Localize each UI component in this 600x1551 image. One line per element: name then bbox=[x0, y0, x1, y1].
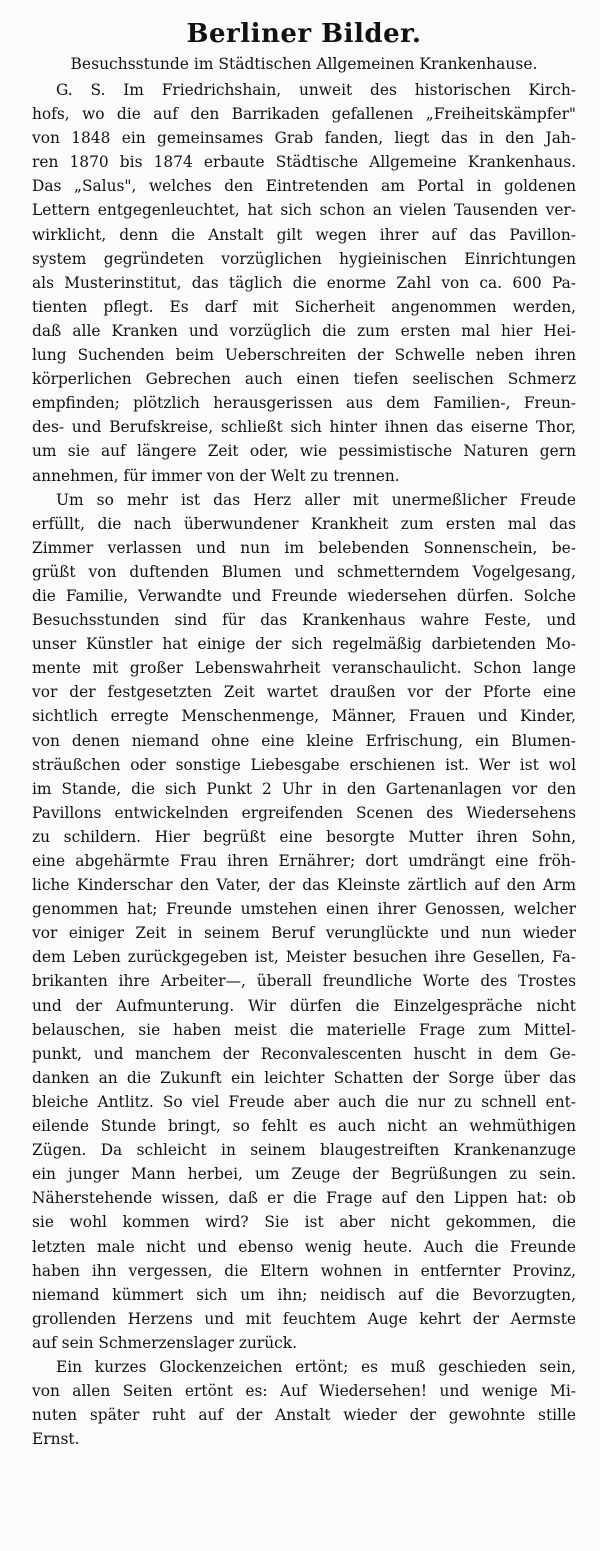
text-line: des- und Berufskreise, schließt sich hinter ihnen das eiserne Thor, bbox=[32, 418, 576, 437]
text-line: tienten pflegt. Es darf mit Sicherheit angenommen werden, bbox=[32, 297, 576, 316]
text-line: Näherstehende wissen, daß er die Frage auf den Lippen hat: ob bbox=[32, 1189, 576, 1208]
text-line: von 1848 ein gemeinsames Grab fanden, liegt das in den Jah- bbox=[32, 129, 576, 148]
text-line: mente mit großer Lebenswahrheit veranschaulicht. Schon lange bbox=[32, 659, 576, 678]
text-line: wirklicht, denn die Anstalt gilt wegen ihrer auf das Pavillon- bbox=[32, 225, 576, 244]
text-line: genommen hat; Freunde umstehen einen ihrer Genossen, welcher bbox=[32, 900, 576, 919]
text-line: unser Künstler hat einige der sich regelmäßig darbietenden Mo- bbox=[32, 635, 576, 654]
text-line: dem Leben zurückgegeben ist, Meister besuchen ihre Gesellen, Fa- bbox=[32, 948, 576, 967]
text-line: punkt, und manchem der Reconvalescenten huscht in dem Ge- bbox=[32, 1044, 576, 1063]
text-line: Zimmer verlassen und nun im belebenden Sonnenschein, be- bbox=[32, 538, 576, 557]
paragraph-2 bbox=[32, 488, 576, 1355]
text-line: system gegründeten vorzüglichen hygieinischen Einrichtungen bbox=[32, 249, 576, 268]
text-line: vor der festgesetzten Zeit wartet draußen vor der Pforte eine bbox=[32, 683, 576, 702]
text-line: grüßt von duftenden Blumen und schmetterndem Vogelgesang, bbox=[32, 562, 576, 581]
text-line: nuten später ruht auf der Anstalt wieder der gewohnte stille bbox=[32, 1406, 576, 1425]
paragraph-1 bbox=[32, 78, 576, 488]
text-line: erfüllt, die nach überwundener Krankheit zum ersten mal das bbox=[32, 514, 576, 533]
text-line: empfinden; plötzlich herausgerissen aus dem Familien-, Freun- bbox=[32, 394, 576, 413]
text-line: vor einiger Zeit in seinem Beruf verunglückte und nun wieder bbox=[32, 924, 576, 943]
text-line: daß alle Kranken und vorzüglich die zum ersten mal hier Hei- bbox=[32, 321, 576, 340]
text-line: die Familie, Verwandte und Freunde wiedersehen dürfen. Solche bbox=[32, 586, 576, 605]
text-line: niemand kümmert sich um ihn; neidisch auf die Bevorzugten, bbox=[32, 1285, 576, 1304]
text-line: im Stande, die sich Punkt 2 Uhr in den Gartenanlagen vor den bbox=[32, 779, 576, 798]
text-line: bleiche Antlitz. So viel Freude aber auch die nur zu schnell ent- bbox=[32, 1092, 576, 1111]
text-line: Das „Salus", welches den Eintretenden am Portal in goldenen bbox=[32, 177, 576, 196]
text-line: annehmen, für immer von der Welt zu trennen. bbox=[32, 466, 400, 485]
text-line: eine abgehärmte Frau ihren Ernährer; dort umdrängt eine fröh- bbox=[32, 852, 576, 870]
paragraph-3 bbox=[32, 1355, 576, 1451]
text-line: letzten male nicht und ebenso wenig heute. Auch die Freunde bbox=[32, 1237, 576, 1256]
text-line: brikanten ihre Arbeiter—, überall freundliche Worte des Trostes bbox=[32, 972, 576, 991]
text-line: sträußchen oder sonstige Liebesgabe erschienen ist. Wer ist wol bbox=[32, 755, 576, 774]
text-line: Zügen. Da schleicht in seinem blaugestreiften Krankenanzuge bbox=[32, 1141, 576, 1160]
text-line: Um so mehr ist das Herz aller mit unermeßlicher Freude bbox=[56, 490, 576, 509]
text-line: liche Kinderschar den Vater, der das Kleinste zärtlich auf den Arm bbox=[32, 876, 576, 895]
text-line: danken an die Zukunft ein leichter Schatten der Sorge über das bbox=[32, 1068, 576, 1087]
text-line: Lettern entgegenleuchtet, hat sich schon an vielen Tausenden ver- bbox=[32, 201, 576, 220]
text-line: G. S. Im Friedrichshain, unweit des historischen Kirch- bbox=[56, 81, 576, 99]
text-line: Ein kurzes Glockenzeichen ertönt; es muß geschieden sein, bbox=[56, 1357, 576, 1376]
text-line: eilende Stunde bringt, so fehlt es auch nicht an wehmüthigen bbox=[32, 1117, 576, 1136]
text-line: ein junger Mann herbei, um Zeuge der Begrüßungen zu sein. bbox=[32, 1165, 576, 1184]
text-line: hofs, wo die auf den Barrikaden gefallenen „Freiheitskämpfer" bbox=[32, 105, 576, 124]
text-line: auf sein Schmerzenslager zurück. bbox=[32, 1333, 298, 1352]
text-line: sichtlich erregte Menschenmenge, Männer, Frauen und Kinder, bbox=[32, 707, 576, 726]
text-line: um sie auf längere Zeit oder, wie pessimistische Naturen gern bbox=[32, 442, 576, 461]
article-title: Berliner Bilder. bbox=[186, 19, 422, 49]
text-line: sie wohl kommen wird? Sie ist aber nicht gekommen, die bbox=[32, 1213, 576, 1232]
text-line: zu schildern. Hier begrüßt eine besorgte Mutter ihren Sohn, bbox=[32, 827, 576, 846]
text-line: von allen Seiten ertönt es: Auf Wiedersehen! und wenige Mi- bbox=[32, 1382, 576, 1401]
text-line: und der Aufmunterung. Wir dürfen die Einzelgespräche nicht bbox=[32, 996, 576, 1015]
text-line: körperlichen Gebrechen auch einen tiefen seelischen Schmerz bbox=[32, 370, 576, 389]
text-line: als Musterinstitut, das täglich die enorme Zahl von ca. 600 Pa- bbox=[32, 273, 576, 292]
text-line: lung Suchenden beim Ueberschreiten der Schwelle neben ihren bbox=[32, 346, 576, 365]
text-line: Besuchsstunden sind für das Krankenhaus wahre Feste, und bbox=[32, 611, 576, 630]
text-line: haben ihn vergessen, die Eltern wohnen in entfernter Provinz, bbox=[32, 1261, 576, 1280]
text-line: Pavillons entwickelnden ergreifenden Scenen des Wiedersehens bbox=[32, 803, 576, 822]
article-body bbox=[32, 78, 576, 1451]
text-line: Ernst. bbox=[32, 1430, 80, 1449]
text-line: von denen niemand ohne eine kleine Erfrischung, ein Blumen- bbox=[32, 731, 576, 750]
text-line: ren 1870 bis 1874 erbaute Städtische Allgemeine Krankenhaus. bbox=[32, 153, 576, 172]
article-subtitle: Besuchsstunde im Städtischen Allgemeinen Krankenhause. bbox=[70, 55, 538, 73]
text-line: grollenden Herzens und mit feuchtem Auge kehrt der Aermste bbox=[32, 1309, 576, 1328]
text-line: belauschen, sie haben meist die materielle Frage zum Mittel- bbox=[32, 1020, 576, 1039]
